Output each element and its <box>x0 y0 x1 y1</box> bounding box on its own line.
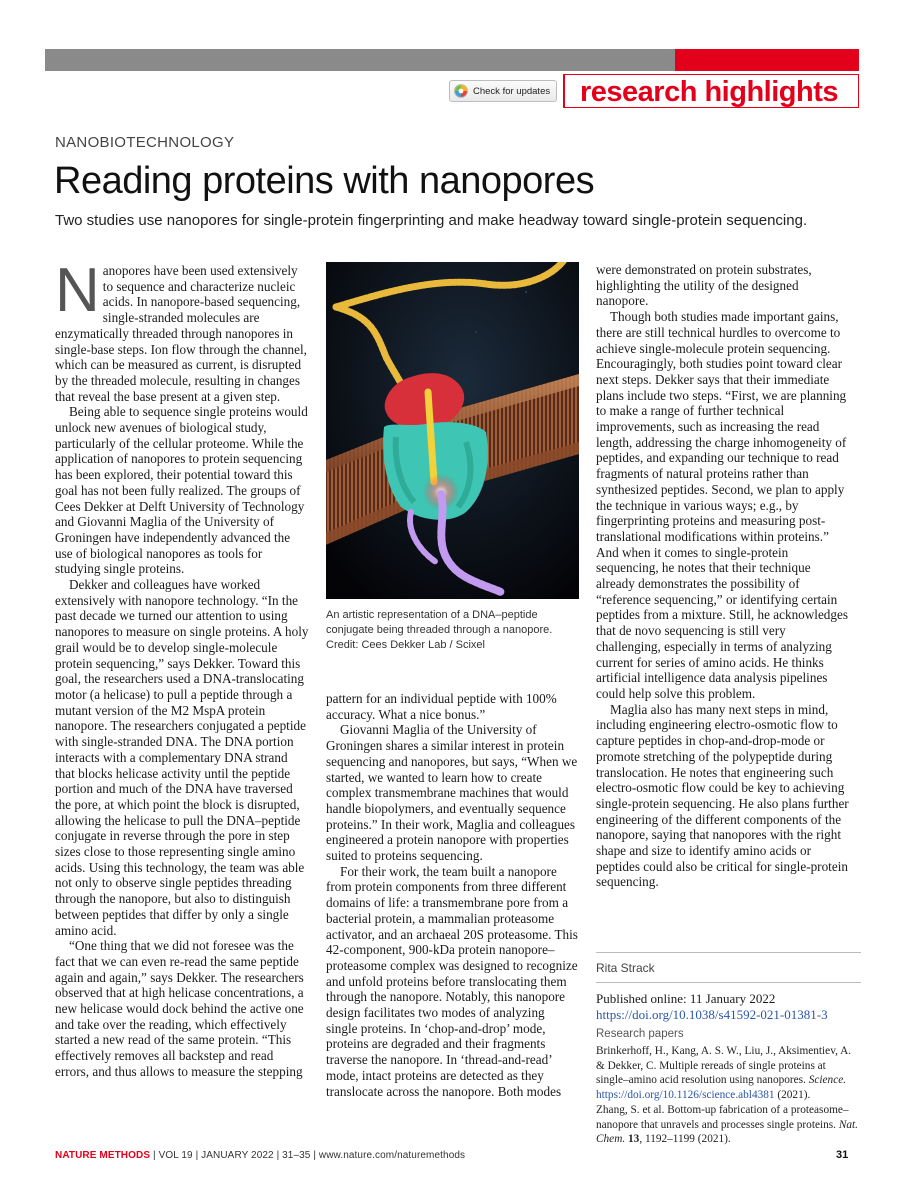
header-red-bar <box>675 49 859 71</box>
reference-list <box>596 1044 861 1147</box>
paragraph: “One thing that we did not foresee was the fact that we can even re-read the same peptide again and again,” says Dekker. The researchers observed that at high helicase concentrations, a new helicase would dock behind the active one and take over the reading, which effectively started a new read of the same protein. “This effectively removes all backstep and read errors, and thus allows to measure the stepping <box>55 938 304 1079</box>
text-column-2 <box>326 691 579 1099</box>
journal-name: NATURE METHODS <box>55 1150 151 1161</box>
crossmark-icon <box>454 84 468 98</box>
paragraph: were demonstrated on protein substrates, highlighting the utility of the designed nanopore. <box>596 262 812 309</box>
text-column-3 <box>596 262 852 890</box>
check-for-updates-label: Check for updates <box>473 85 551 97</box>
reference-doi-link[interactable]: https://doi.org/10.1126/science.abl4381 <box>596 1089 775 1102</box>
research-papers-heading: Research papers <box>596 1028 684 1040</box>
published-date: Published online: 11 January 2022 <box>596 991 776 1006</box>
check-for-updates-button[interactable] <box>449 80 557 102</box>
reference-item: Brinkerhoff, H., Kang, A. S. W., Liu, J., Aksimentiev, A. & Dekker, C. Multiple rereads of single proteins at single–amino acid resolution using nanopores. Science. https://doi.org/10.1126/science.abl4381 (2021). <box>596 1045 852 1102</box>
research-highlights-banner <box>563 74 859 108</box>
nanopore-illustration <box>326 262 579 599</box>
nanopore-artwork <box>326 262 579 599</box>
divider <box>596 952 861 953</box>
page-number: 31 <box>836 1149 849 1161</box>
text-column-1 <box>55 256 310 1080</box>
page-footer <box>55 1150 465 1161</box>
reference-item: Zhang, S. et al. Bottom-up fabrication of a proteasome–nanopore that unravels and processes single proteins. Nat. Chem. 13, 1192–1199 (2021). <box>596 1103 858 1146</box>
header-gray-bar <box>45 49 675 71</box>
paragraph: Though both studies made important gains, there are still technical hurdles to overcome to achieve single-molecule protein sequencing. Encouragingly, both studies point toward clear next steps. Dekker says that their immediate plans include two steps. “First, we are planning to make a range of further technical improvements, such as increasing the read length, addressing the charge inhomogeneity of peptides, and expanding our technique to read fragments of natural proteins rather than synthesized peptides. Second, we plan to apply the technique in various ways; e.g., by fingerprinting proteins and measuring post-translational modifications within proteins.” And when it comes to single-protein sequencing, he notes that their technique already demonstrates the possibility of “reference sequencing,” or identifying certain peptides from a mixture. Still, he acknowledges that de novo sequencing is still very challenging, especially in terms of analyzing current for series of amino acids. He thinks artificial intelligence data analysis pipelines could help solve this problem. <box>596 309 848 701</box>
article-standfirst: Two studies use nanopores for single-protein fingerprinting and make headway toward single-protein sequencing. <box>55 212 808 229</box>
paragraph: Giovanni Maglia of the University of Groningen shares a similar interest in protein sequencing and nanopores, but says, “When we started, we wanted to learn how to create complex transmembrane machines that would handle biopolymers, and eventually sequence proteins.” In their work, Maglia and colleagues engineered a protein nanopore with properties suited to proteins sequencing. <box>326 722 578 864</box>
author-name: Rita Strack <box>596 961 655 975</box>
section-label: NANOBIOTECHNOLOGY <box>55 134 235 151</box>
paragraph: Dekker and colleagues have worked extensively with nanopore technology. “In the past decade we turned our attention to using nanopores to measure on single proteins. A holy grail would be to develop single-molecule protein sequencing,” says Dekker. Toward this goal, the researchers used a DNA-translocating motor (a helicase) to pull a peptide through a mutant version of the M2 MspA protein nanopore. The researchers conjugated a peptide with single-stranded DNA. The DNA portion interacts with a complementary DNA strand that blocks helicase activity until the peptide portion and much of the DNA have traversed the pore, at which point the block is disrupted, allowing the helicase to pull the DNA–peptide conjugate in reverse through the pore in step sizes close to those representing single amino acids. Using this technology, the team was able not only to observe single peptides threading through the nanopore, but also to distinguish between peptides that differ by only a single amino acid. <box>55 577 309 938</box>
paragraph: Being able to sequence single proteins would unlock new avenues of biological study, particularly of the cellular proteome. While the application of nanopores to protein sequencing has been explored, their potential toward this goal has not been fully realized. The groups of Cees Dekker at Delft University of Technology and Giovanni Maglia of the University of Groningen have independently advanced the use of biological nanopores as tools for studying single proteins. <box>55 404 308 577</box>
paragraph: pattern for an individual peptide with 100% accuracy. What a nice bonus.” <box>326 691 557 722</box>
paragraph: Maglia also has many next steps in mind, including engineering electro-osmotic flow to capture peptides in chop-and-drop-mode or promote stretching of the polypeptide during translocation. He notes that engineering such electro-osmotic flow could be key to achieving single-protein sequencing. He also plans further engineering of the different components of the nanopore, saying that nanopores with the right shape and size to identify amino acids or peptides could also be critical for single-protein sequencing. <box>596 701 849 890</box>
article-title: Reading proteins with nanopores <box>54 160 595 202</box>
issue-details: | VOL 19 | JANUARY 2022 | 31–35 | www.nature.com/naturemethods <box>150 1150 466 1161</box>
figure-caption: An artistic representation of a DNA–peptide conjugate being threaded through a nanopore. Credit: Cees Dekker Lab / Scixel <box>326 609 553 651</box>
paragraph: For their work, the team built a nanopore from protein components from three different domains of life: a transmembrane pore from a bacterial protein, a mammalian proteasome activator, and an archaeal 20S proteasome. This 42-component, 900-kDa protein nanopore–proteasome complex was designed to recognize and unfold proteins before translocating them through the nanopore. Notably, this nanopore design facilitates two modes of analyzing single proteins. In ‘chop-and-drop’ mode, proteins are degraded and their fragments traverse the nanopore. In ‘thread-and-read’ mode, intact proteins are detected as they translocate across the nanopore. Both modes <box>326 863 578 1099</box>
article-doi-link[interactable]: https://doi.org/10.1038/s41592-021-01381-3 <box>596 1007 828 1022</box>
paragraph: Nanopores have been used extensively to sequence and characterize nucleic acids. In nanopore-based sequencing, single-stranded molecules are enzymatically threaded through nanopores in single-base steps. Ion flow through the channel, which can be measured as current, is disrupted by the threaded molecule, resulting in changes that reveal the base present at a given step. <box>55 256 307 404</box>
publication-info <box>596 991 866 1023</box>
research-highlights-label: research highlights <box>579 76 838 108</box>
divider <box>596 982 861 983</box>
drop-cap: N <box>55 256 100 325</box>
